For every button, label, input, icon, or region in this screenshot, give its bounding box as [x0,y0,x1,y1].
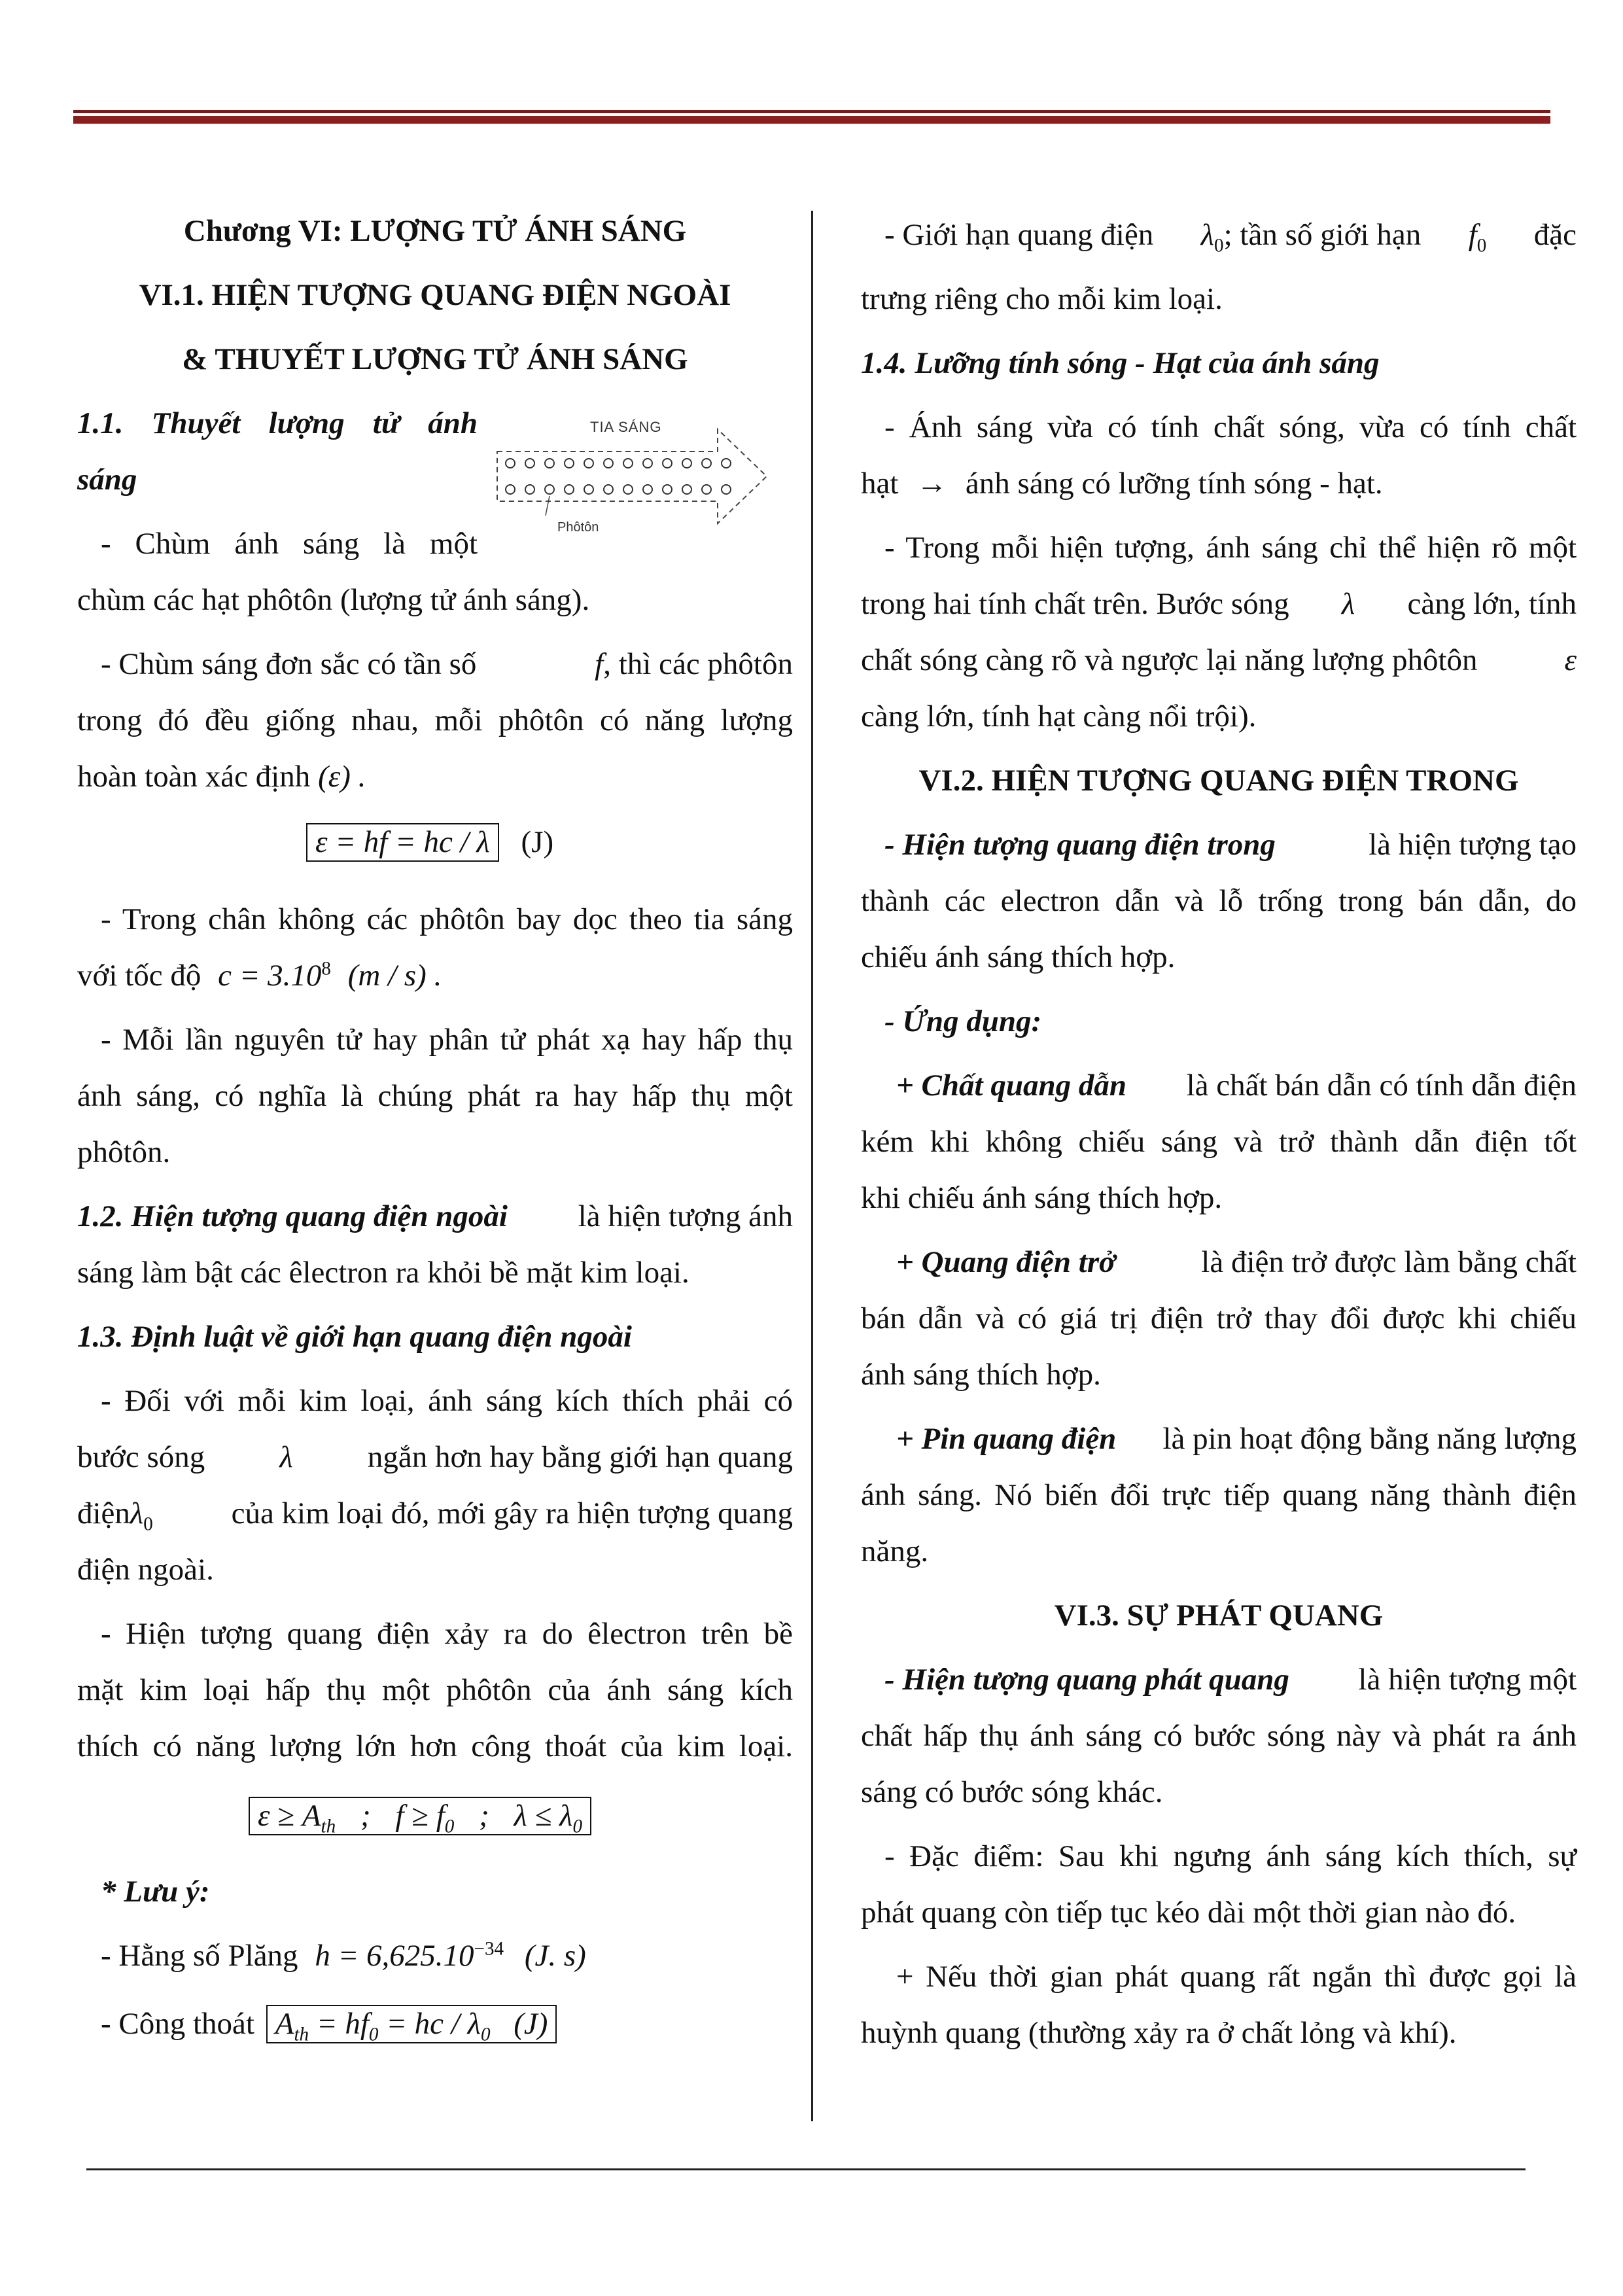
formula-photoelectric-condition: $\varepsilon \ge A_{th}$ ; $f \ge f_0$ ; $\lambda \le \lambda_0$ [249,1797,591,1835]
applications-heading: - Ứng dụng: [884,1004,1042,1038]
paragraph-line: thích có năng lượng lớn hơn công thoát của kim loại. [77,1729,793,1763]
paragraph-line: kém khi không chiếu sáng và trở thành dẫn điện tốt [861,1125,1577,1159]
section-title-vi2: VI.2. HIỆN TƯỢNG QUANG ĐIỆN TRONG [918,764,1519,798]
paragraph-line: bán dẫn và có giá trị điện trở thay đổi được khi chiếu [861,1301,1577,1335]
paragraph-line: + Chất quang dẫn là chất bán dẫn có tính dẫn điện [896,1069,1577,1103]
photon-dots [506,459,731,494]
paragraph-line: - Hiện tượng quang điện trong là hiện tượng tạo [884,828,1577,862]
work-function: - Công thoát $A_{th} = hf_0$ = hc / $\lambda_0$ (J) [101,2005,557,2043]
paragraph-line: chất sóng càng rõ và ngược lại năng lượng phôtôn ε [861,643,1577,677]
paragraph-line: điện ngoài. [77,1553,214,1587]
paragraph-line: - Đối với mỗi kim loại, ánh sáng kích thích phải có [101,1384,793,1418]
paragraph-line: + Quang điện trở là điện trở được làm bằng chất [896,1245,1577,1279]
subsection-heading-1-1-cont: sáng [77,463,137,497]
formula-photon-energy: ε = hf = hc / λ (J) [306,823,553,862]
chapter-title: Chương VI: LƯỢNG TỬ ÁNH SÁNG [183,214,687,248]
paragraph-line: - Ánh sáng vừa có tính chất sóng, vừa có tính chất [884,410,1577,444]
paragraph-line: thành các electron dẫn và lỗ trống trong bán dẫn, do [861,884,1577,918]
paragraph-line: - Đặc điểm: Sau khi ngưng ánh sáng kích thích, sự [884,1839,1577,1873]
paragraph-line: hoàn toàn xác định (ε) . [77,760,366,794]
paragraph-line: trong đó đều giống nhau, mỗi phôtôn có năng lượng [77,703,793,737]
paragraph-line: hạt → ánh sáng có lưỡng tính sóng - hạt. [861,467,1383,501]
paragraph-line: - Trong chân không các phôtôn bay dọc theo tia sáng [101,902,793,936]
column-divider [811,211,813,2121]
section-title-vi3: VI.3. SỰ PHÁT QUANG [1054,1598,1384,1633]
paragraph-line: phát quang còn tiếp tục kéo dài một thời gian nào đó. [861,1896,1516,1930]
paragraph-line: ánh sáng. Nó biến đổi trực tiếp quang năng thành điện [861,1478,1577,1512]
paragraph-line: sáng làm bật các êlectron ra khỏi bề mặt kim loại. [77,1256,689,1290]
section-title-continued: & THUYẾT LƯỢNG TỬ ÁNH SÁNG [182,342,688,376]
paragraph-line: bước sóng λ ngắn hơn hay bằng giới hạn quang [77,1440,793,1474]
footer-rule [86,2168,1526,2170]
paragraph-line: huỳnh quang (thường xảy ra ở chất lỏng và khí). [861,2016,1457,2050]
subsection-heading-1-2: 1.2. Hiện tượng quang điện ngoài là hiện tượng ánh [77,1199,793,1233]
paragraph-line: chất hấp thụ ánh sáng có bước sóng này và phát ra ánh [861,1719,1577,1753]
paragraph-line: - Giới hạn quang điện $\lambda_0$; tần số giới hạn $f_0$ đặc [884,218,1577,256]
paragraph-line: mặt kim loại hấp thụ một phôtôn của ánh sáng kích [77,1673,793,1707]
paragraph-line: - Chùm sáng đơn sắc có tần số f, thì các phôtôn [101,647,793,681]
paragraph-line: chiếu ánh sáng thích hợp. [861,940,1176,974]
header-rule [73,110,1550,124]
planck-constant: - Hằng số Plăng $h = 6,625.10^{-34}$ (J. s) [101,1938,586,1973]
paragraph-line: - Trong mỗi hiện tượng, ánh sáng chỉ thể hiện rõ một [884,531,1577,565]
paragraph-line: điệnλ$_0$ của kim loại đó, mới gây ra hiện tượng quang [77,1496,793,1535]
paragraph-line: - Chùm ánh sáng là một [101,527,478,561]
paragraph-line: với tốc độ $c = 3.10^8$ (m / s) . [77,958,442,993]
paragraph-line: phôtôn. [77,1135,171,1169]
paragraph-line: chùm các hạt phôtôn (lượng tử ánh sáng). [77,583,590,617]
paragraph-line: ánh sáng, có nghĩa là chúng phát ra hay hấp thụ một [77,1079,793,1113]
figure-label-photon: Phôtôn [557,520,599,535]
paragraph-line: - Mỗi lần nguyên tử hay phân tử phát xạ hay hấp thụ [101,1023,793,1057]
subsection-heading-1-1: 1.1. Thuyết lượng tử ánh [77,406,478,440]
figure-label-ray: TIA SÁNG [590,419,662,435]
paragraph-line: - Hiện tượng quang phát quang là hiện tượng một [884,1663,1577,1697]
paragraph-line: năng. [861,1534,929,1568]
paragraph-line: + Pin quang điện là pin hoạt động bằng năng lượng [896,1422,1577,1456]
paragraph-line: trưng riêng cho mỗi kim loại. [861,282,1223,316]
photon-beam-figure [492,411,780,535]
paragraph-line: + Nếu thời gian phát quang rất ngắn thì được gọi là [896,1960,1577,1994]
paragraph-line: - Hiện tượng quang điện xảy ra do êlectron trên bề [101,1617,793,1651]
note-heading: * Lưu ý: [101,1875,210,1909]
subsection-heading-1-4: 1.4. Lưỡng tính sóng - Hạt của ánh sáng [861,346,1380,380]
paragraph-line: trong hai tính chất trên. Bước sóng λ càng lớn, tính [861,587,1577,621]
subsection-heading-1-3: 1.3. Định luật về giới hạn quang điện ngoài [77,1320,632,1354]
section-title: VI.1. HIỆN TƯỢNG QUANG ĐIỆN NGOÀI [139,278,731,312]
paragraph-line: khi chiếu ánh sáng thích hợp. [861,1181,1223,1215]
paragraph-line: sáng có bước sóng khác. [861,1775,1163,1809]
paragraph-line: ánh sáng thích hợp. [861,1358,1101,1392]
paragraph-line: càng lớn, tính hạt càng nổi trội). [861,699,1257,733]
